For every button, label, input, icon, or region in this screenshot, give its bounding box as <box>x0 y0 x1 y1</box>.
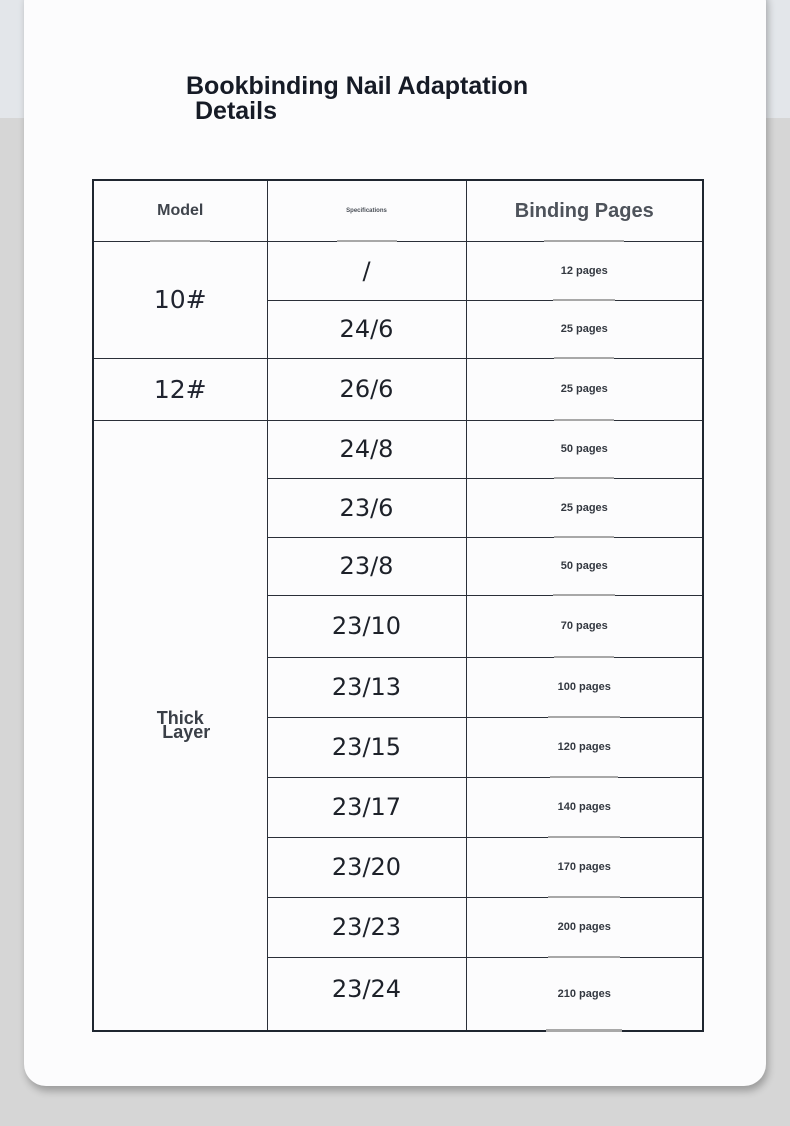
title-line-1: Bookbinding Nail Adaptation <box>186 72 529 100</box>
pages-cell: 140 pages <box>466 777 703 837</box>
spec-cell: 23/17 <box>267 777 466 837</box>
header-specifications: Specifications <box>267 180 466 241</box>
model-thick-line-1: Thick <box>156 708 204 729</box>
spec-cell: 23/6 <box>267 478 466 537</box>
spec-cell: 23/8 <box>267 537 466 595</box>
pages-cell: 200 pages <box>466 897 703 957</box>
table-row <box>93 241 703 300</box>
pages-cell: 120 pages <box>466 717 703 777</box>
table-header-row <box>93 180 703 241</box>
spec-cell: 23/15 <box>267 717 466 777</box>
spec-cell: 26/6 <box>267 358 466 420</box>
pages-cell: 25 pages <box>466 358 703 420</box>
pages-cell: 25 pages <box>466 300 703 358</box>
model-thick-line-2: Layer <box>162 722 211 743</box>
pages-cell: 25 pages <box>466 478 703 537</box>
pages-cell: 70 pages <box>466 595 703 657</box>
spec-cell: 23/10 <box>267 595 466 657</box>
pages-cell: 170 pages <box>466 837 703 897</box>
title-line-2: Details <box>195 97 277 125</box>
pages-cell: 50 pages <box>466 420 703 478</box>
table-row <box>93 420 703 478</box>
pages-cell: 100 pages <box>466 657 703 717</box>
model-cell-thick-layer <box>93 420 267 1031</box>
table-row <box>93 358 703 420</box>
spec-cell: 23/20 <box>267 837 466 897</box>
pages-cell: 50 pages <box>466 537 703 595</box>
spec-cell: 24/8 <box>267 420 466 478</box>
model-cell-12: 12# <box>93 358 267 420</box>
adaptation-table <box>92 179 704 1032</box>
spec-cell: 23/24 <box>267 957 466 1031</box>
spec-cell: / <box>267 241 466 300</box>
pages-cell: 12 pages <box>466 241 703 300</box>
header-binding-pages: Binding Pages <box>466 180 703 241</box>
header-model: Model <box>93 180 267 241</box>
page-title <box>186 74 528 124</box>
pages-cell: 210 pages <box>466 957 703 1031</box>
spec-cell: 23/23 <box>267 897 466 957</box>
spec-cell: 24/6 <box>267 300 466 358</box>
spec-cell: 23/13 <box>267 657 466 717</box>
model-cell-10: 10# <box>93 241 267 358</box>
